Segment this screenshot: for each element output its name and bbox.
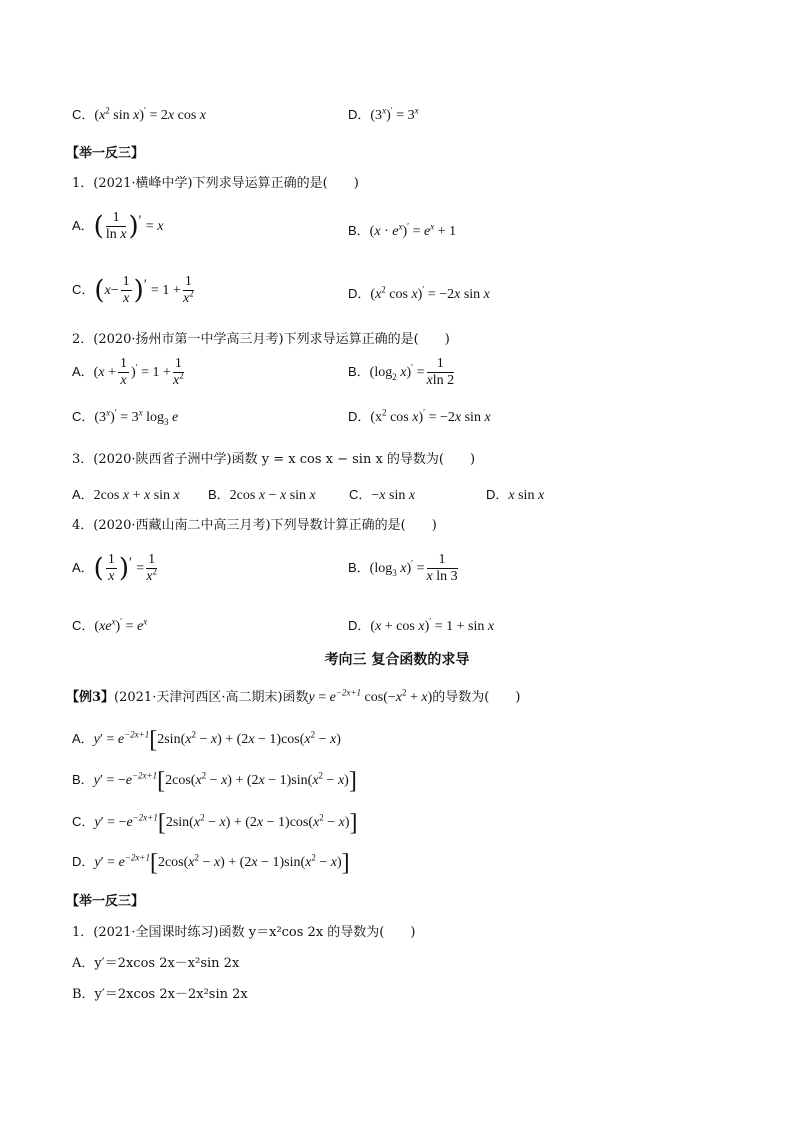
q4-option-c: C．$(xe^x)' = e^x$ — [72, 616, 148, 634]
s2-q1-option-b: B．y′＝2xcos 2x－2x²sin 2x — [72, 987, 248, 1002]
q3-option-b: B．2cos x − x sin x — [208, 487, 316, 503]
q1-option-c: C．(x− $\frac{1}{x}$ )′ = 1 + $\frac{1}{x^2}$ — [72, 274, 194, 306]
q4-option-d: D．(x + cos x)′ = 1 + sin x — [348, 616, 495, 634]
q3-stem: 3．(2020·陕西省子洲中学)函数 y = x cos x − sin x 的导数为( ) — [72, 452, 476, 467]
q1-option-a: A．( $\frac{1}{\text{ln x}}$ )′ = x — [72, 210, 164, 242]
q2-option-c: C．$(3^x)' = 3^x$ $\log_3 e$ — [72, 407, 179, 427]
q3-option-c: C．−x sin x — [349, 487, 416, 503]
example3-option-b: B．$y' = -e^{-2x+1}[2\cos(x^2 - x) + (2x - 1)\sin(x^2 - x)]$ — [72, 767, 357, 794]
q4-option-b: B．($\log_3$ x)′ = $\frac{1}{\text{x ln 3}}$ — [348, 552, 458, 584]
q3-option-a: A．2cos x + x sin x — [72, 487, 180, 503]
example3-option-d: D．$y' = e^{-2x+1}[2\cos(x^2 - x) + (2x - 1)\sin(x^2 - x)]$ — [72, 849, 350, 876]
q1-option-b: B．$(x \cdot e^x)' = e^x + 1$ — [348, 221, 457, 239]
section2-heading: 【举一反三】 — [66, 894, 145, 909]
q3-option-d: D．x sin x — [486, 487, 545, 503]
q1-option-d: D．($x^2$ cos x)′ = −2x sin x — [348, 284, 490, 302]
section1-heading: 【举一反三】 — [66, 146, 145, 161]
q2-stem: 2．(2020·扬州市第一中学高三月考)下列求导运算正确的是( ) — [72, 332, 450, 347]
q2-option-a: A．(x + $\frac{1}{x}$ )′ = 1 + $\frac{1}{x^2}$ — [72, 356, 184, 388]
example3-tag: 【例3】 — [66, 690, 115, 705]
example3-option-c: C．$y' = -e^{-2x+1}[2\sin(x^2 - x) + (2x - 1)\cos(x^2 - x)]$ — [72, 809, 358, 836]
top-option-c: C．($x^2$ sin x)′ = 2x cos x — [72, 105, 206, 123]
top-option-d: D．$(3^x)' = 3^x$ — [348, 105, 419, 123]
example3-option-a: A．$y' = e^{-2x+1}[2\sin(x^2 - x) + (2x - 1)\cos(x^2 - x)$ — [72, 726, 341, 753]
q4-option-a: A．( $\frac{1}{x}$ )′ = $\frac{1}{x^2}$ — [72, 552, 157, 584]
example3-stem: 【例3】(2021·天津河西区·高二期末)函数$y = e^{-2x+1}$ $\cos(-x^2 + x)$的导数为( ) — [66, 687, 521, 705]
section-title: 考向三 复合函数的求导 — [324, 652, 470, 668]
s2-q1-option-a: A．y′＝2xcos 2x－x²sin 2x — [72, 956, 240, 971]
q2-option-d: D．($x^2$ cos x)′ = −2x sin x — [348, 407, 491, 425]
q4-stem: 4．(2020·西藏山南二中高三月考)下列导数计算正确的是( ) — [72, 518, 437, 533]
q1-stem: 1．(2021·横峰中学)下列求导运算正确的是( ) — [72, 176, 359, 191]
q2-option-b: B．($\log_2$ x)′ = $\frac{1}{xln 2}$ — [348, 356, 455, 388]
s2-q1-stem: 1．(2021·全国课时练习)函数 y＝x²cos 2x 的导数为( ) — [72, 925, 416, 940]
